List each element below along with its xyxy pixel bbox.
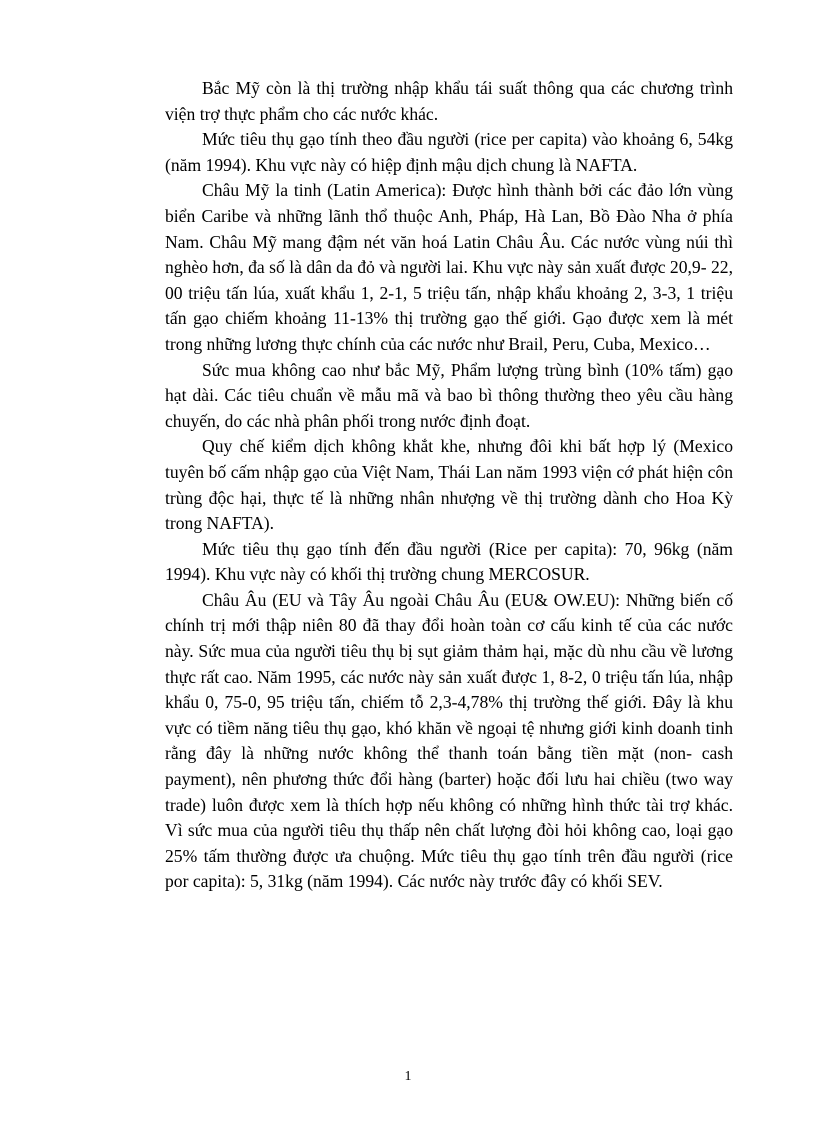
paragraph-latin-america-consumption: Mức tiêu thụ gạo tính đến đầu người (Rice per capita): 70, 96kg (năm 1994). Khu vực này có khối thị trường chung MERCOSUR. — [165, 538, 733, 585]
paragraph-europe: Châu Âu (EU và Tây Âu ngoài Châu Âu (EU& OW.EU): Những biến cố chính trị mới thập niên 80 đã thay đổi hoàn toàn cơ cấu kinh tế của các nước này. Sức mua của người tiêu thụ bị sụt giảm thảm hại, mặc dù nhu cầu về lương thực rất cao. Năm 1995, các nước này sản xuất được 1, 8-2, 0 triệu tấn lúa, nhập khẩu 0, 75-0, 95 triệu tấn, chiếm tỗ 2,3-4,78% thị trường thế giới. Đây là khu vực có tiềm năng tiêu thụ gạo, khó khăn về ngoại tệ nhưng giới kinh doanh tinh rằng đây là những nước không thể thanh toán bằng tiền mặt (non- cash payment), nên phương thức đổi hàng (barter) hoặc đối lưu hai chiều (two way trade) luôn được xem là thích hợp nếu không có những hình thức tài trợ khác. Vì sức mua của người tiêu thụ thấp nên chất lượng đòi hỏi không cao, loại gạo 25% tấm thường được ưa chuộng. Mức tiêu thụ gạo tính trên đầu người (rice por capita): 5, 31kg (năm 1994). Các nước này trước đây có khối SEV. — [165, 589, 733, 892]
page-number: 1 — [404, 1069, 412, 1084]
paragraph-north-america-reexport: Bắc Mỹ còn là thị trường nhập khẩu tái suất thông qua các chương trình viện trợ thực phẩm cho các nước khác. — [165, 78, 733, 124]
paragraph-north-america-consumption: Mức tiêu thụ gạo tính theo đầu người (rice per capita) vào khoảng 6, 54kg (năm 1994). Khu vực này có hiệp định mậu dịch chung là NAFTA. — [165, 129, 733, 175]
paragraph-latin-america-quarantine: Quy chế kiểm dịch không khắt khe, nhưng đôi khi bất hợp lý (Mexico tuyên bố cấm nhập gạo của Việt Nam, Thái Lan năm 1993 viện cớ phát hiện côn trùng độc hại, thực tế là những nhân nhượng về thị trường dành cho Hoa Kỳ trong NAFTA). — [165, 436, 733, 534]
document-body — [165, 76, 733, 895]
paragraph-latin-america-purchasing: Sức mua không cao như bắc Mỹ, Phẩm lượng trùng bình (10% tấm) gạo hạt dài. Các tiêu chuẩn về mẫu mã và bao bì thông thường theo yêu cầu hàng chuyến, do các nhà phân phối trong nước định đoạt. — [165, 359, 733, 431]
paragraph-latin-america-overview: Châu Mỹ la tinh (Latin America): Được hình thành bởi các đảo lớn vùng biển Caribe và những lãnh thổ thuộc Anh, Pháp, Hà Lan, Bồ Đào Nha ở phía Nam. Châu Mỹ mang đậm nét văn hoá Latin Châu Âu. Các nước vùng núi thì nghèo hơn, đa số là dân da đỏ và người lai. Khu vực này sản xuất được 20,9- 22, 00 triệu tấn lúa, xuất khẩu 1, 2-1, 5 triệu tấn, nhập khẩu khoảng 2, 3-3, 1 triệu tấn gạo chiếm khoảng 11-13% thị trường gạo thế giới. Gạo được xem là mét trong những lương thực chính của các nước như Brail, Peru, Cuba, Mexico… — [165, 180, 733, 354]
